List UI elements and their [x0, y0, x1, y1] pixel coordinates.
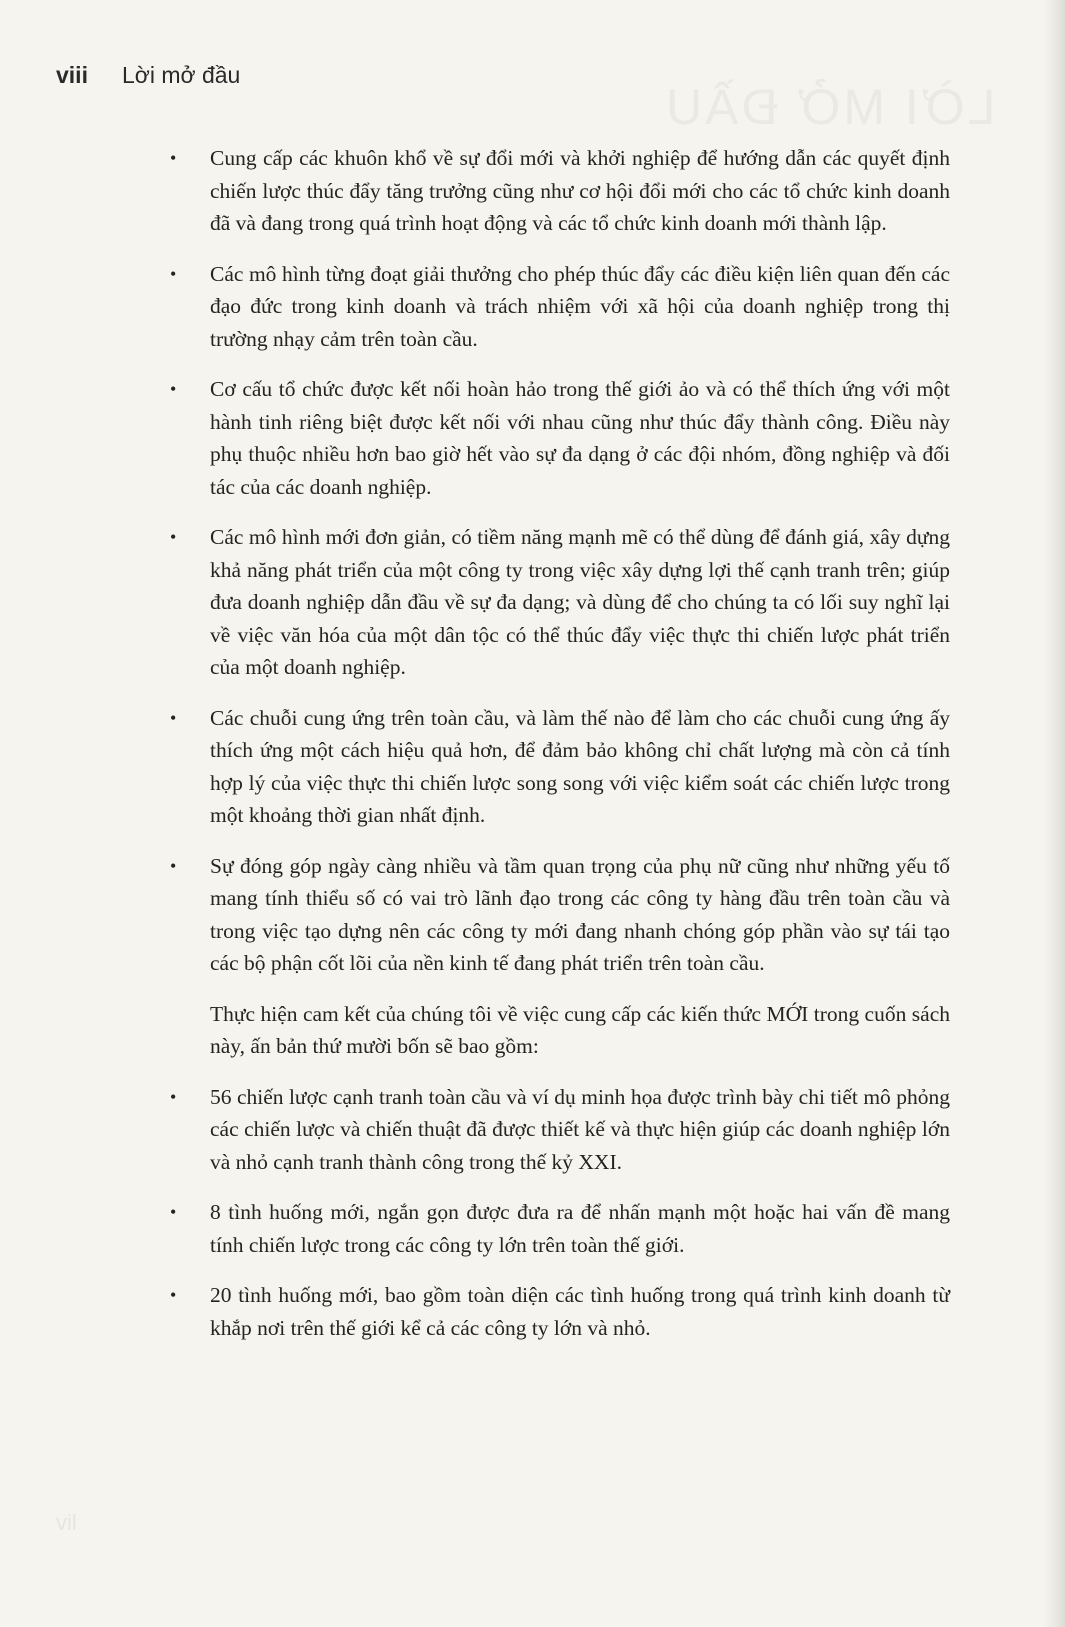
bullet-icon: • [170, 1086, 177, 1107]
list-item [170, 1279, 950, 1344]
list-item-text: 20 tình huống mới, bao gồm toàn diện các tình huống trong quá trình kinh doanh từ khắp nơi trên thế giới kể cả các công ty lớn và nhỏ. [210, 1283, 950, 1340]
chapter-title: Lời mở đầu [121, 62, 241, 88]
list-item [170, 1081, 950, 1179]
list-item-text: Cơ cấu tổ chức được kết nối hoàn hảo trong thế giới ảo và có thể thích ứng với một hành tinh riêng biệt được kết nối với nhau cũng như thúc đẩy thành công. Điều này phụ thuộc nhiều hơn bao giờ hết vào sự đa dạng ở các đội nhóm, đồng nghiệp và đối tác của các doanh nghiệp. [210, 377, 950, 499]
bullet-icon: • [170, 855, 177, 876]
bleed-through-page-number: liv [56, 1510, 77, 1535]
running-header [56, 62, 240, 89]
list-item-text: Các chuỗi cung ứng trên toàn cầu, và làm thế nào để làm cho các chuỗi cung ứng ấy thích ứng một cách hiệu quả hơn, để đảm bảo không chỉ chất lượng mà còn cả tính hợp lý của việc thực thi chiến lược song song với việc kiểm soát các chiến lược trong một khoảng thời gian nhất định. [210, 705, 950, 827]
list-item [170, 373, 950, 503]
list-item [170, 142, 950, 240]
page-number: viii [56, 62, 88, 88]
list-item-text: Các mô hình mới đơn giản, có tiềm năng mạnh mẽ có thể dùng để đánh giá, xây dựng khả năng phát triển của một công ty trong việc xây dựng lợi thế cạnh tranh trên; giúp đưa doanh nghiệp dẫn đầu về sự đa dạng; và dùng để cho chúng ta có lối suy nghĩ lại về việc văn hóa của một dân tộc có thể thúc đẩy việc thực thi chiến lược phát triển của một doanh nghiệp. [210, 525, 950, 679]
intro-paragraph: Thực hiện cam kết của chúng tôi về việc cung cấp các kiến thức MỚI trong cuốn sách này, ấn bản thứ mười bốn sẽ bao gồm: [210, 1001, 950, 1058]
list-item [170, 521, 950, 684]
edition-contents-list [170, 1081, 950, 1345]
bullet-icon: • [170, 707, 177, 728]
list-item [170, 1196, 950, 1261]
bullet-icon: • [170, 1285, 177, 1305]
list-item-text: Sự đóng góp ngày càng nhiều và tầm quan trọng của phụ nữ cũng như những yếu tố mang tính thiểu số có vai trò lãnh đạo trong các công ty hàng đầu trên toàn cầu và trong việc tạo dựng nên các công ty mới đang nhanh chóng góp phần vào sự tái tạo các bộ phận cốt lõi của nền kinh tế đang phát triển trên toàn cầu. [210, 853, 950, 975]
list-item-text: Cung cấp các khuôn khổ về sự đổi mới và khởi nghiệp để hướng dẫn các quyết định chiến lược thúc đẩy tăng trưởng cũng như cơ hội đổi mới cho các tổ chức kinh doanh đã và đang trong quá trình hoạt động và các tổ chức kinh doanh mới thành lập. [210, 146, 950, 235]
bleed-through-heading: LỜI MỞ ĐẦU [662, 79, 995, 135]
bullet-icon: • [170, 263, 177, 284]
list-item-text: 56 chiến lược cạnh tranh toàn cầu và ví dụ minh họa được trình bày chi tiết mô phỏng các chiến lược và chiến thuật đã được thiết kế và thực hiện giúp các doanh nghiệp lớn và nhỏ cạnh tranh thành công trong thế kỷ XXI. [210, 1084, 950, 1174]
bullet-icon: • [170, 148, 177, 168]
feature-bullet-list [170, 142, 950, 980]
bullet-icon: • [170, 1202, 177, 1222]
bullet-icon: • [170, 379, 177, 399]
list-item [170, 850, 950, 980]
list-item-text: 8 tình huống mới, ngắn gọn được đưa ra để nhấn mạnh một hoặc hai vấn đề mang tính chiến lược trong các công ty lớn trên toàn thế giới. [210, 1200, 950, 1257]
list-item [170, 702, 950, 832]
list-item-text: Các mô hình từng đoạt giải thưởng cho phép thúc đẩy các điều kiện liên quan đến các đạo đức trong kinh doanh và trách nhiệm với xã hội của doanh nghiệp trong thị trường nhạy cảm trên toàn cầu. [210, 261, 950, 351]
list-item [170, 258, 950, 356]
bullet-icon: • [170, 527, 177, 547]
page-body [170, 142, 950, 1362]
page-gutter-shadow [1043, 0, 1065, 1627]
